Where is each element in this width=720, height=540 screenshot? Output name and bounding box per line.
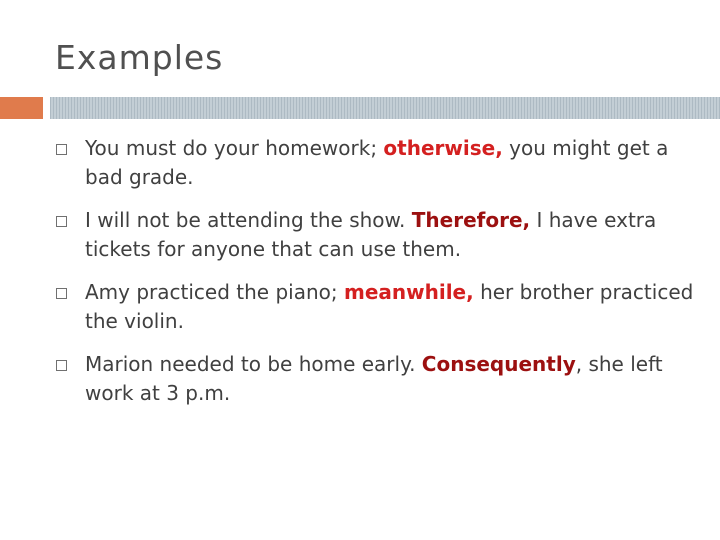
square-bullet-icon [56, 360, 67, 371]
bullet-text-after: her brother practiced the violin. [85, 280, 694, 333]
keyword-consequently: Consequently [421, 352, 576, 376]
bullet-text-after: you might get a bad grade. [85, 136, 669, 189]
bullet-item-consequently [50, 350, 700, 408]
slide-title: Examples [55, 38, 224, 77]
bullet-text-after: , she left work at 3 p.m. [85, 352, 663, 405]
keyword-meanwhile: meanwhile, [343, 280, 474, 304]
square-bullet-icon [56, 288, 67, 299]
keyword-otherwise: otherwise, [383, 136, 503, 160]
bullet-text-before: Amy practiced the piano; [85, 280, 344, 304]
bullet-text-before: I will not be attending the show. [85, 208, 412, 232]
accent-bar [0, 97, 43, 119]
bullet-item-otherwise [50, 134, 700, 192]
square-bullet-icon [56, 144, 67, 155]
bullet-text-before: You must do your homework; [85, 136, 384, 160]
bullet-text-before: Marion needed to be home early. [85, 352, 422, 376]
title-underline-bar [50, 97, 720, 119]
bullet-item-meanwhile [50, 278, 700, 336]
keyword-therefore: Therefore, [411, 208, 531, 232]
bullet-item-therefore [50, 206, 700, 264]
bullet-text-after: I have extra tickets for anyone that can use them. [85, 208, 657, 261]
square-bullet-icon [56, 216, 67, 227]
bullet-list [50, 134, 700, 422]
